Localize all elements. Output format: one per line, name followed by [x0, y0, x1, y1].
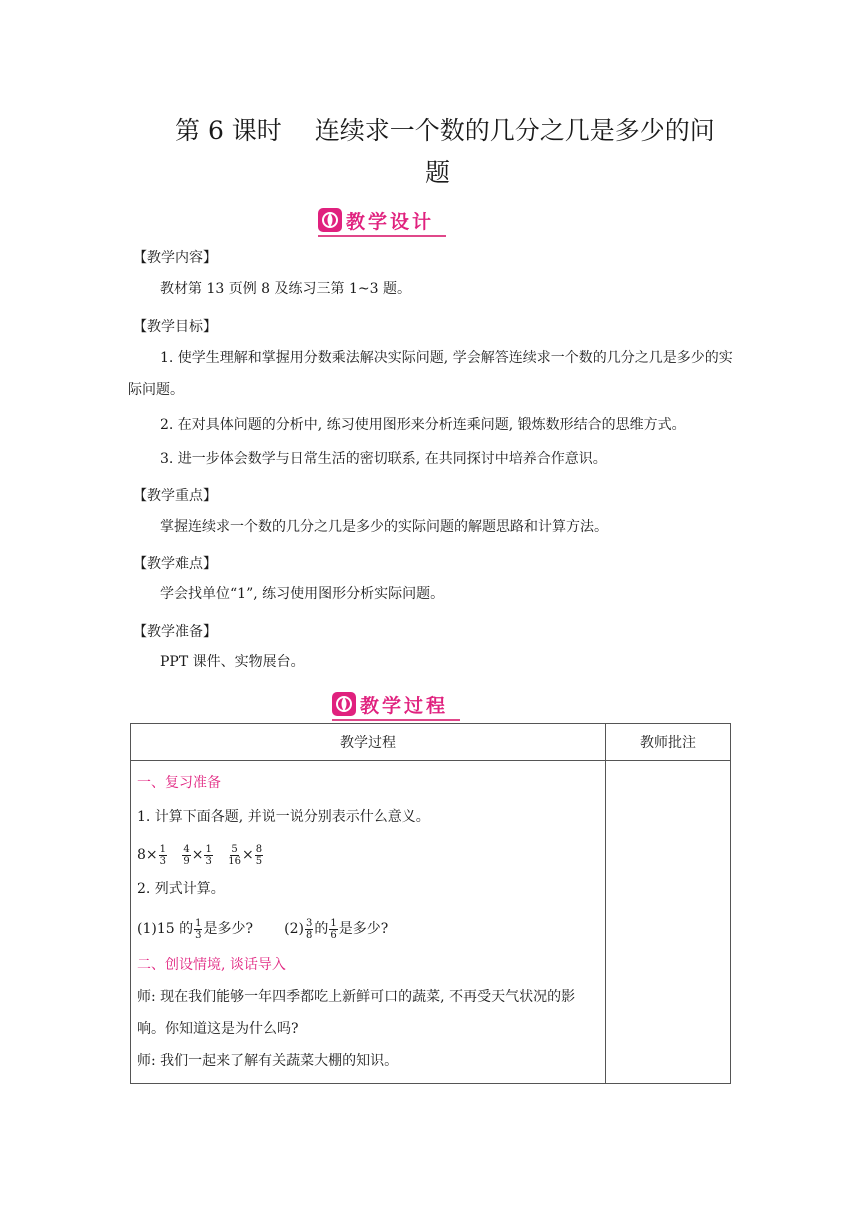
section-heading-content: 【教学内容】	[133, 250, 217, 266]
process-banner-text: 教学过程	[360, 694, 449, 717]
teacher-dialog: 师: 现在我们能够一年四季都吃上新鲜可口的蔬菜, 不再受天气状况的影响。你知道这是为什么吗?	[137, 989, 576, 1037]
design-banner-text: 教学设计	[346, 210, 435, 233]
expr-text: 是多少?	[203, 921, 253, 937]
section-paragraph: 掌握连续求一个数的几分之几是多少的实际问题的解题思路和计算方法。	[160, 519, 608, 535]
section-paragraph: 2. 在对具体问题的分析中, 练习使用图形来分析连乘问题, 锻炼数形结合的思维方式。	[160, 417, 686, 433]
step-heading: 二、创设情境, 谈话导入	[137, 957, 286, 973]
teaching-process-table	[130, 723, 731, 1084]
expr-text: 8×	[137, 847, 158, 863]
fraction: $\frac{3}{8}$	[306, 917, 313, 941]
table-row	[131, 761, 731, 1084]
process-cell	[131, 761, 606, 1084]
swirl-logo-icon	[332, 692, 356, 716]
calc-expressions	[137, 839, 599, 871]
process-banner	[332, 689, 460, 721]
fraction: $\frac{1}{6}$	[330, 917, 337, 941]
expr-text: 是多少?	[338, 921, 389, 937]
expr-text: ×	[241, 847, 254, 863]
process-column-header: 教学过程	[131, 724, 606, 761]
section-heading-goals: 【教学目标】	[133, 319, 217, 335]
section-heading-preparation: 【教学准备】	[133, 624, 217, 640]
expr-text: (2)	[284, 921, 304, 937]
swirl-logo-icon	[318, 208, 342, 232]
step-heading: 一、复习准备	[137, 775, 221, 791]
section-heading-key: 【教学重点】	[133, 488, 217, 504]
section-paragraph: PPT 课件、实物展台。	[160, 654, 305, 670]
section-heading-difficulty: 【教学难点】	[133, 556, 217, 572]
fraction: $\frac{1}{3}$	[205, 843, 212, 867]
table-header-row	[131, 724, 731, 761]
fraction: $\frac{1}{3}$	[195, 917, 202, 941]
expr-text: 的	[314, 921, 329, 937]
section-paragraph: 1. 使学生理解和掌握用分数乘法解决实际问题, 学会解答连续求一个数的几分之几是多少的实际问题。	[128, 350, 733, 398]
calc-items	[137, 913, 599, 945]
design-banner	[318, 205, 446, 237]
section-paragraph: 3. 进一步体会数学与日常生活的密切联系, 在共同探讨中培养合作意识。	[160, 451, 607, 467]
fraction: $\frac{5}{16}$	[228, 843, 241, 867]
expr-text: ×	[191, 847, 204, 863]
fraction: $\frac{4}{9}$	[183, 843, 190, 867]
fraction: $\frac{1}{3}$	[159, 843, 167, 867]
teacher-dialog: 师: 我们一起来了解有关蔬菜大棚的知识。	[137, 1053, 399, 1069]
question-text: 2. 列式计算。	[137, 881, 225, 897]
fraction: $\frac{8}{5}$	[255, 843, 263, 867]
lesson-title-line1: 第 6 课时 连续求一个数的几分之几是多少的问	[175, 116, 715, 145]
question-text: 1. 计算下面各题, 并说一说分别表示什么意义。	[137, 809, 430, 825]
lesson-title-line2: 题	[424, 158, 450, 187]
notes-cell	[606, 761, 731, 1084]
expr-text: (1)15 的	[137, 921, 194, 937]
section-paragraph: 学会找单位“1”, 练习使用图形分析实际问题。	[160, 586, 445, 602]
section-paragraph: 教材第 13 页例 8 及练习三第 1~3 题。	[160, 281, 411, 297]
lesson-title	[175, 110, 750, 194]
notes-column-header: 教师批注	[606, 724, 731, 761]
